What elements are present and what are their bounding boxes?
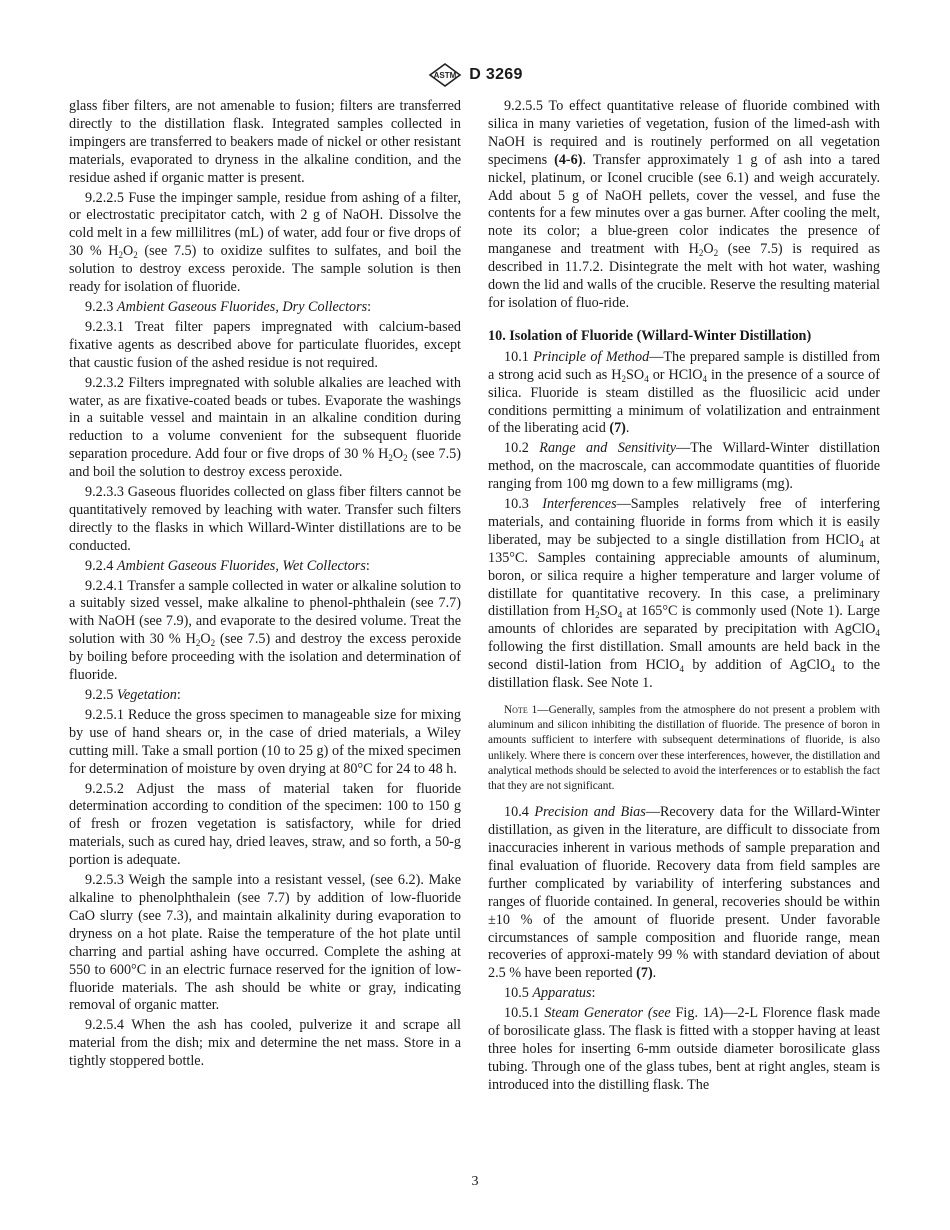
heading-9-2-3: 9.2.3 Ambient Gaseous Fluorides, Dry Collectors: (85, 298, 372, 315)
paragraph-10-3: 10.3 Interferences—Samples relatively free of interfering materials, and containing fluoride in forms from which it is easily liberated, may be subjected to a single distillation from HClO$_4$ at 135°C. Samples containing appreciable amounts of aluminum, boron, or silica require a higher temperature and larger volume of distillate for quantitative recovery. In this case, a preliminary distillation from $H_2SO_4$ at 165°C is commonly used (Note 1). Large amounts of chlorides are separated by precipitation with AgClO$_4$ following the first distillation. Small amounts are held back in the second distil-lation from HClO$_4$ by addition of AgClO$_4$ to the distillation flask. See Note 1. (488, 496, 880, 692)
left-column (69, 98, 461, 1073)
page-header (0, 62, 950, 88)
paragraph-10-5-1: 10.5.1 Steam Generator (see Fig. 1A)—2-L Florence flask made of borosilicate glass. The flask is fitted with a stopper having at least three holes for inserting 6-mm outside diameter borosilicate glass tubing. Through one of the glass tubes, bent at right angles, steam is introduced into the distilling flask. The (488, 1005, 880, 1093)
paragraph-9-2-2-5: 9.2.2.5 Fuse the impinger sample, residue from ashing of a filter, or electrostatic precipitator catch, with 2 g of NaOH. Dissolve the cold melt in a few millilitres (mL) of water, add four or five drops of 30 % $H_2O_2$ (see 7.5) to oxidize sulfites to sulfates, and boil the solution to destroy excess peroxide. The sample solution is then ready for isolation of fluoride. (69, 189, 461, 296)
paragraph-continuation: glass fiber filters, are not amenable to fusion; filters are transferred directly to the distillation flask. Integrated samples collected in impingers are transferred to beakers made of nickel or other resistant materials, evaporated to dryness in the alkaline condition, and the residue ashed if organic matter is present. (69, 98, 461, 186)
paragraph-9-2-5-3: 9.2.5.3 Weigh the sample into a resistant vessel, (see 6.2). Make alkaline to phenolphthalein (see 7.7) by addition of low-fluoride CaO slurry (see 7.3), and maintain alkalinity during evaporation to dryness on a hot plate. Raise the temperature of the hot plate until charring and partial ashing have occurred. Complete the ashing at 550 to 600°C in an electric furnace reserved for the ignition of low-fluoride materials. The ash should be white or gray, indicating removal of organic matter. (69, 872, 461, 1014)
heading-9-2-5: 9.2.5 Vegetation: (85, 687, 181, 703)
paragraph-9-2-4-1: 9.2.4.1 Transfer a sample collected in water or alkaline solution to a suitably sized vessel, make alkaline to phenol-phthalein (see 7.7) with NaOH (see 7.9), and evaporate to the desired volume. Treat the solution with 30 % $H_2O_2$ (see 7.5) and destroy the excess peroxide by boiling before proceeding with the isolation and determination of fluoride. (69, 577, 462, 684)
paragraph-9-2-5-2: 9.2.5.2 Adjust the mass of material taken for fluoride determination according to condition of the specimen: 100 to 150 g of fresh or frozen vegetation is satisfactory, while for dried materials, such as cured hay, dried leaves, straw, and so forth, a 50-g portion is adequate. (69, 780, 461, 869)
right-column (488, 98, 880, 1097)
astm-logo-icon (427, 63, 463, 87)
paragraph-9-2-5-4: 9.2.5.4 When the ash has cooled, pulverize it and scrape all material from the dish; mix and determine the net mass. Store in a tightly stoppered bottle. (69, 1017, 461, 1070)
paragraph-9-2-5-5: 9.2.5.5 To effect quantitative release of fluoride combined with silica in many varieties of vegetation, fusion of the limed-ash with NaOH is required and is routinely performed on all vegetation specimens (4-6). Transfer approximately 1 g of ash into a tared nickel, platinum, or Iconel crucible (see 6.1) and weigh accurately. Add about 5 g of NaOH pellets, cover the vessel, and fuse the contents for a few minutes over a gas burner. After cooling the melt, note its color; a blue-green color indicates the presence of manganese and treatment with $H_2O_2$ (see 7.5) is required as described in 11.7.2. Disintegrate the melt with hot water, washing down the lid and walls of the crucible. Reserve the resulting material for isolation of fluo-ride. (488, 98, 880, 311)
document-designation: D 3269 (469, 66, 523, 83)
paragraph-9-2-3-2: 9.2.3.2 Filters impregnated with soluble alkalies are leached with water, as are fixative-coated beads or tubes. Evaporate the washings in a suitable vessel and maintain in an alkaline condition during reduction to a volume convenient for the subsequent fluoride separation procedure. Add four or five drops of 30 % $H_2O_2$ (see 7.5) and boil the solution to destroy excess peroxide. (69, 374, 461, 481)
svg-text:ASTM: ASTM (433, 71, 457, 80)
page-number: 3 (471, 1174, 479, 1189)
paragraph-10-4: 10.4 Precision and Bias—Recovery data for the Willard-Winter distillation, as given in the literature, are difficult to dissociate from inaccuracies inherent in various methods of sample preparation and final evaluation of fluoride. Recovery data from field samples are further complicated by variability of interfering substances and ranges of fluoride contained. In general, recoveries should be within ±10 % of the amount of fluoride present. Under favorable circumstances of sample composition and fluoride range, mean recoveries of approxi-mately 99 % with standard deviation of about 2.5 % have been reported (7). (488, 804, 881, 982)
heading-10-5: 10.5 Apparatus: (504, 985, 596, 1002)
heading-9-2-4: 9.2.4 Ambient Gaseous Fluorides, Wet Collectors: (85, 557, 370, 574)
paragraph-10-1: 10.1 Principle of Method—The prepared sample is distilled from a strong acid such as $H_2SO_4$ or HClO$_4$ in the presence of a source of silica. Fluoride is steam distilled as the fluosilicic acid under conditions permitting a minimum of volatilization and entrainment of the liberating acid (7). (488, 348, 881, 437)
paragraph-10-2: 10.2 Range and Sensitivity—The Willard-Winter distillation method, on the macroscale, can accommodate quantities of fluoride ranging from 100 mg down to a few milligrams (mg). (488, 440, 880, 493)
paragraph-9-2-5-1: 9.2.5.1 Reduce the gross specimen to manageable size for mixing by use of hand shears or, in the case of dried materials, a Wiley cutting mill. Take a small portion (10 to 25 g) of the mixed specimen for determination of moisture by oven drying at 80°C for 24 to 48 h. (69, 706, 461, 777)
paragraph-9-2-3-1: 9.2.3.1 Treat filter papers impregnated with calcium-based fixative agents as described above for particulate fluorides, except that caustic fusion of the ashed residue is not required. (69, 318, 461, 371)
note-1: Note 1—Generally, samples from the atmosphere do not present a problem with aluminum and silicon inhibiting the distillation of fluoride. The presence of boron in amounts sufficient to interfere with subsequent determinations of fluoride, is also unlikely. Where there is concern over these interferences, however, the distillation and analytical methods should be selected to avoid the interferences or to establish the fact that they are not significant. (488, 704, 880, 793)
paragraph-9-2-3-3: 9.2.3.3 Gaseous fluorides collected on glass fiber filters cannot be quantitatively removed by leaching with water. Transfer such filters directly to the flasks in which Willard-Winter distillations are to be conducted. (69, 484, 461, 554)
section-10-heading: 10. Isolation of Fluoride (Willard-Winter Distillation) (488, 327, 812, 344)
